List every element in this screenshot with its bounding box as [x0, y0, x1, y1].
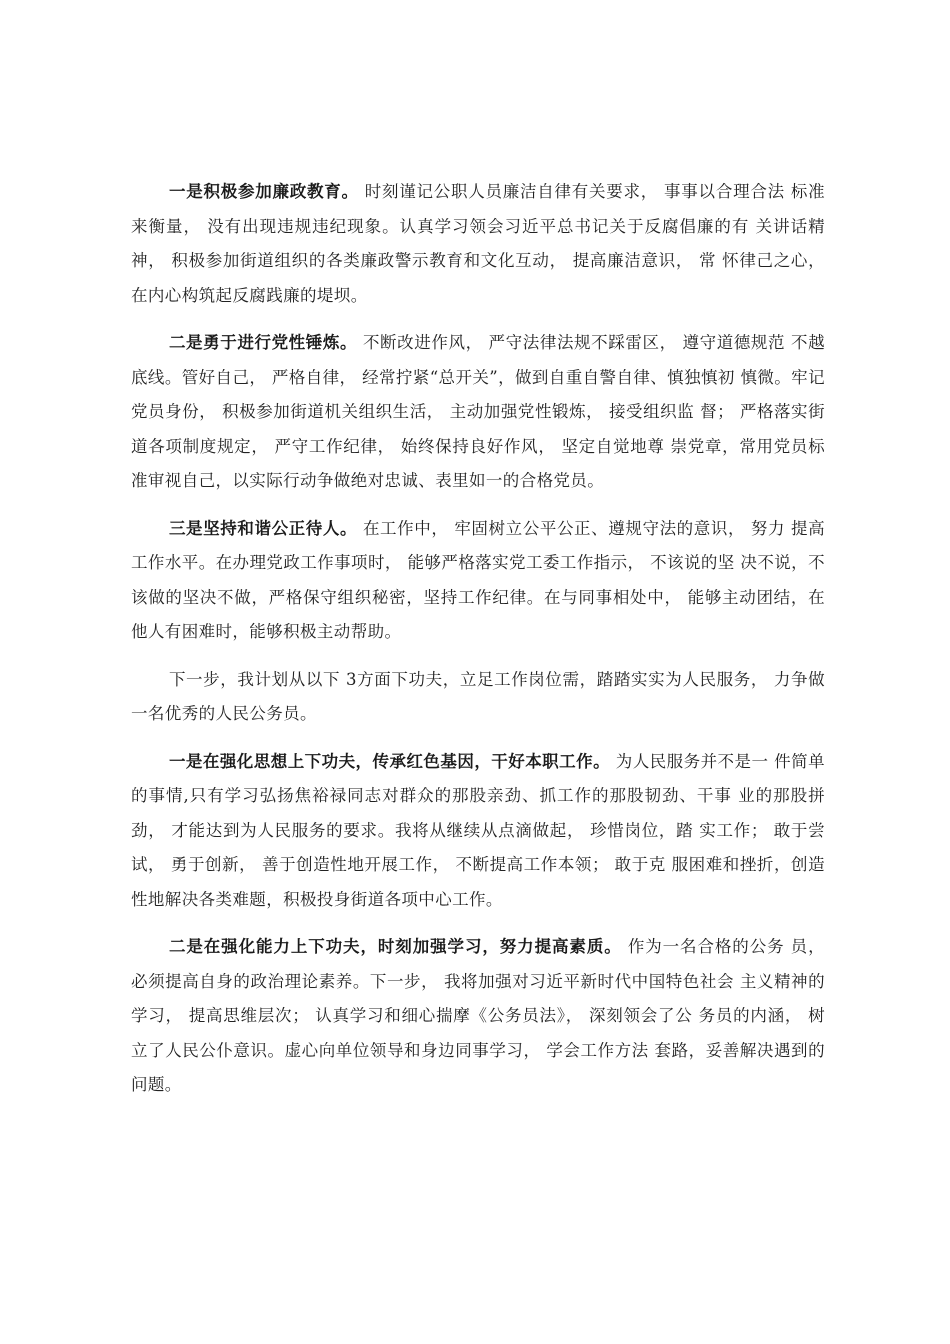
paragraph-body: 下一步，我计划从以下 3方面下功夫，立足工作岗位需，踏踏实实为人民服务， 力争做一名优秀的人民公务员。: [131, 669, 825, 723]
paragraph-heading: 三是坚持和谐公正待人。: [168, 518, 358, 538]
paragraph-party-discipline: [131, 326, 825, 499]
paragraph-body: 为人民服务并不是一 件简单的事情,只有学习弘扬焦裕禄同志对群众的那股亲劲、抓工作的那股韧劲、干事 业的那股拼劲， 才能达到为人民服务的要求。我将从继续从点滴做起， 珍惜岗位，踏 实工作； 敢于尝试， 勇于创新， 善于创造性地开展工作， 不断提高工作本领； 敢于克 服困难和挫折，创造性地解决各类难题，积极投身街道各项中心工作。: [131, 751, 825, 909]
paragraph-body: 在工作中， 牢固树立公平公正、遵规守法的意识， 努力 提高工作水平。在办理党政工作事项时， 能够严格落实党工委工作指示， 不该说的坚 决不说，不该做的坚决不做，严格保守组织秘密，坚持工作纪律。在与同事相处中， 能够主动团结，在他人有困难时，能够积极主动帮助。: [131, 518, 825, 641]
paragraph-next-steps: [131, 663, 825, 732]
paragraph-integrity-education: [131, 175, 825, 313]
paragraph-body: 不断改进作风， 严守法律法规不踩雷区， 遵守道德规范 不越底线。管好自己， 严格自律， 经常拧紧“总开关”，做到自重自警自律、慎独慎初 慎微。牢记党员身份， 积极参加街道机关组织生活， 主动加强党性锻炼， 接受组织监 督； 严格落实街道各项制度规定， 严守工作纪律， 始终保持良好作风， 坚定自觉地尊 崇党章，常用党员标准审视自己，以实际行动争做绝对忠诚、表里如一的合格党员。: [131, 333, 825, 490]
paragraph-body: 时刻谨记公职人员廉洁自律有关要求， 事事以合理合法 标准来衡量， 没有出现违规违纪现象。认真学习领会习近平总书记关于反腐倡廉的有 关讲话精神， 积极参加街道组织的各类廉政警示教育和文化互动， 提高廉洁意识， 常 怀律己之心，在内心构筑起反腐践廉的堤坝。: [131, 182, 825, 305]
paragraph-heading: 二是在强化能力上下功夫，时刻加强学习，努力提高素质。: [168, 937, 622, 956]
paragraph-heading: 二是勇于进行党性锤炼。: [168, 333, 358, 352]
document-page: [131, 175, 825, 1103]
paragraph-heading: 一是在强化思想上下功夫，传承红色基因，干好本职工作。: [168, 751, 611, 771]
paragraph-fair-treatment: [131, 512, 825, 650]
paragraph-body: 作为一名合格的公务 员， 必须提高自身的政治理论素养。下一步， 我将加强对习近平新时代中国特色社会 主义精神的学习， 提高思维层次； 认真学习和细心揣摩《公务员法》， 深刻领会了公 务员的内涵， 树立了人民公仆意识。虚心向单位领导和身边同事学习， 学会工作方法 套路，妥善解决遇到的问题。: [131, 937, 825, 1094]
paragraph-strengthen-ability: [131, 930, 825, 1103]
paragraph-heading: 一是积极参加廉政教育。: [168, 182, 359, 201]
paragraph-strengthen-thought: [131, 745, 825, 918]
